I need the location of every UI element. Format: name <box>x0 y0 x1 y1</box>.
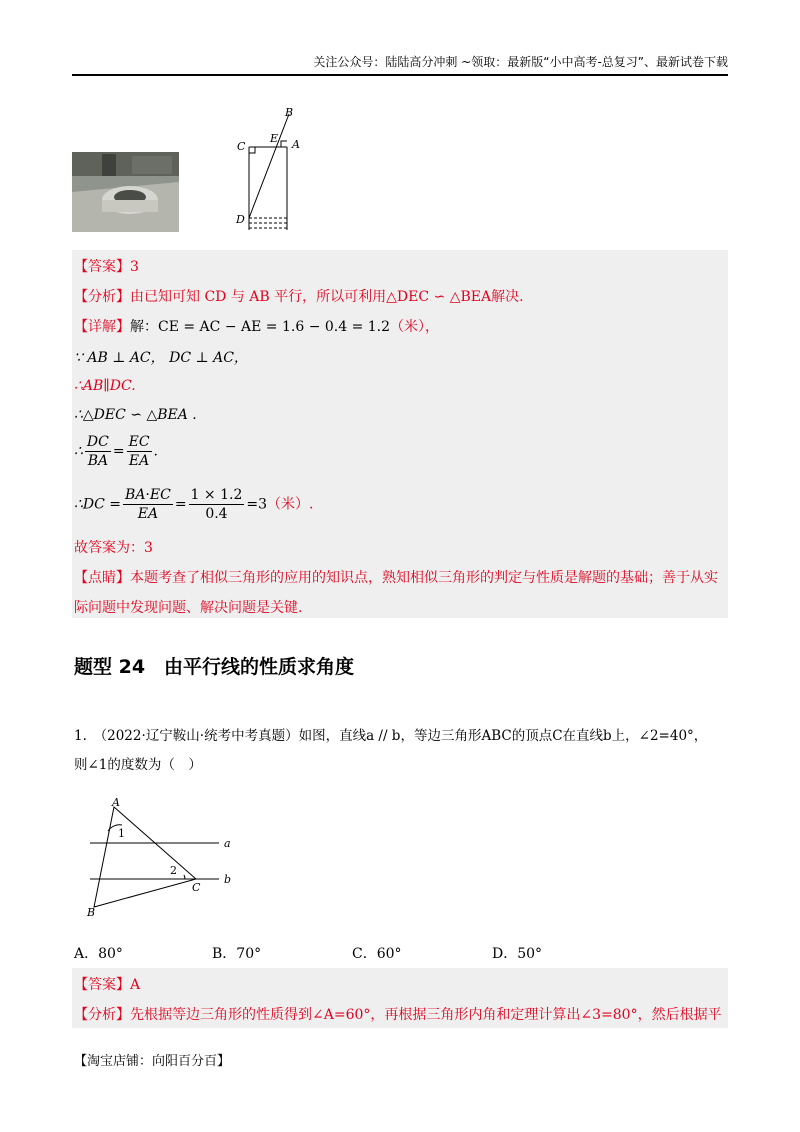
analysis-line-2: 【分析】先根据等边三角形的性质得到∠A=60°，再根据三角形内角和定理计算出∠3=80°，然后根据平 <box>74 1007 722 1023</box>
label-2: 2 <box>170 864 177 877</box>
well-diagram <box>230 103 310 235</box>
label-1: 1 <box>118 827 125 840</box>
answer-line-2: 【答案】A <box>74 977 141 993</box>
ratio-equation: ∴ $\frac{DC}{BA}$ = $\frac{EC}{EA}$ . <box>74 434 158 469</box>
label-C: C <box>192 881 201 894</box>
label-D: D <box>236 213 245 226</box>
option-d[interactable]: D．50° <box>492 946 543 962</box>
perpendicular-line: ∵ AB ⊥ AC， DC ⊥ AC， <box>74 350 248 366</box>
detail-line: 【详解】解：CE = AC − AE = 1.6 − 0.4 = 1.2（米）， <box>74 319 440 335</box>
similar-line: ∴△DEC ∽ △BEA . <box>74 407 197 423</box>
page-header: 关注公众号：陆陆高分冲刺 ~领取：最新版“小中高考-总复习”、最新试卷下载 <box>72 52 728 76</box>
final-answer: 故答案为：3 <box>74 540 153 556</box>
question-line-2: 则∠1的度数为（ ） <box>74 757 202 773</box>
label-a: a <box>224 837 231 850</box>
label-b: b <box>224 873 232 886</box>
option-b[interactable]: B．70° <box>212 946 262 962</box>
well-photo <box>72 152 179 232</box>
label-A: A <box>292 138 300 151</box>
triangle-diagram <box>84 795 244 920</box>
question-line-1: 1. （2022·辽宁鞍山·统考中考真题）如图，直线a // b，等边三角形ABC的顶点C在直线b上，∠2=40°， <box>74 728 708 744</box>
label-B: B <box>87 906 96 919</box>
label-C: C <box>237 140 246 153</box>
label-B: B <box>285 106 294 119</box>
answer-line: 【答案】3 <box>74 259 139 275</box>
analysis-line: 【分析】由已知可知 CD 与 AB 平行，所以可利用△DEC ∽ △BEA解决. <box>74 289 524 305</box>
comment-line-1: 【点睛】本题考查了相似三角形的应用的知识点，熟知相似三角形的判定与性质是解题的基础；善于从实 <box>74 570 718 586</box>
label-E: E <box>270 132 279 145</box>
option-a[interactable]: A．80° <box>74 946 123 962</box>
parallel-line: ∴AB∥DC. <box>74 378 136 394</box>
section-title: 题型 24 由平行线的性质求角度 <box>74 656 355 678</box>
page-footer: 【淘宝店铺：向阳百分百】 <box>74 1054 231 1069</box>
dc-equation: ∴DC = $\frac{BA\cdot EC}{EA}$ = $\frac{1 \times 1.2}{0.4}$ =3（米）. <box>74 487 314 522</box>
comment-line-2: 际问题中发现问题、解决问题是关键. <box>74 600 303 616</box>
option-c[interactable]: C．60° <box>352 946 402 962</box>
label-A: A <box>112 796 120 809</box>
